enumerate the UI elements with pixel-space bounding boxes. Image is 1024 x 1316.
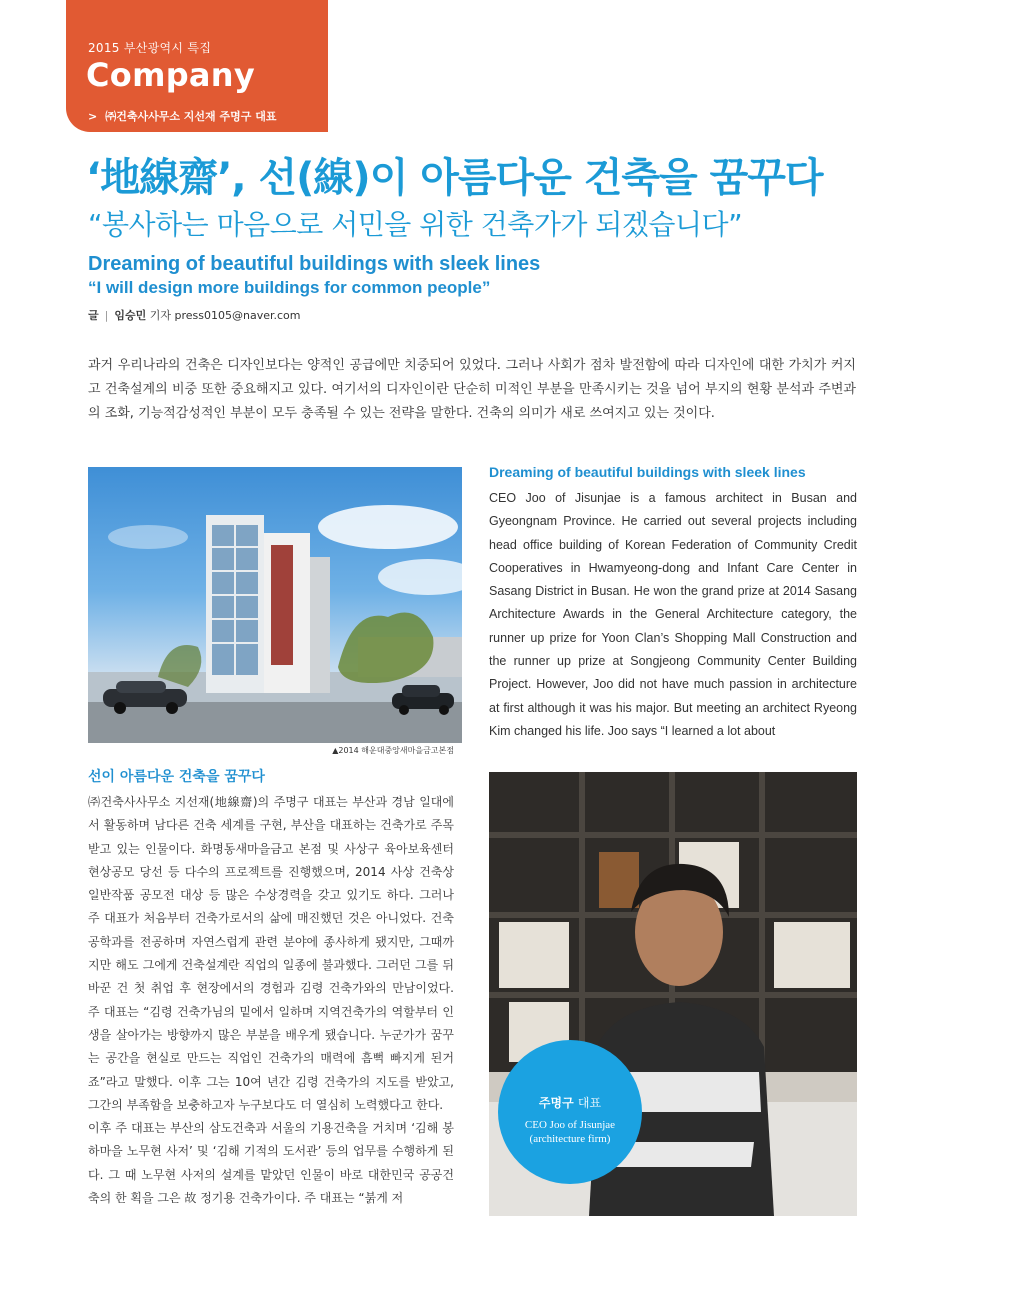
- portrait-caption-en-line2: (architecture firm): [529, 1133, 611, 1145]
- breadcrumb-label: ㈜건축사사무소 지선재 주명구 대표: [105, 110, 277, 123]
- building-photo: [88, 467, 462, 743]
- chevron-right-icon: >: [88, 110, 98, 123]
- portrait-caption-en: [498, 1118, 642, 1146]
- article-subtitle-en: “I will design more buildings for common people”: [88, 278, 491, 297]
- body-text-en: CEO Joo of Jisunjae is a famous architect in Busan and Gyeongnam Province. He carried out several projects including head office building of Korean Federation of Community Credit Cooperatives in Hwamyeong-dong and Infant Care Center in Sasang District in Busan. He won the grand prize at 2014 Sasang Architecture Awards in the General Architecture category, the runner up prize for Yoon Clan’s Shopping Mall Construction and the runner up prize at Songjeong Community Center Building Project. However, Joo did not have much passion in architecture at first although it was his major. But meeting an architect Ryeong Kim changed his life. Joo says “I learned a lot about: [489, 491, 857, 738]
- byline-separator: |: [104, 309, 109, 322]
- body-paragraph-2: 이후 주 대표는 부산의 삼도건축과 서울의 기용건축을 거치며 ‘김해 봉하마을 노무현 사저’ 및 ‘김해 기적의 도서관’ 등의 업무를 수행하게 된다. 그 때 노무현 사저의 설계를 맡았던 인물이 바로 대한민국 공공건축의 한 획을 그은 故 정기용 건축가이다. 주 대표는 “붉게 저: [88, 1121, 454, 1206]
- building-illustration: [88, 467, 462, 743]
- body-paragraph-1: ㈜건축사사무소 지선재(地線齋)의 주명구 대표는 부산과 경남 일대에서 활동하며 남다른 건축 세계를 구현, 부산을 대표하는 건축가로 주목받고 있는 인물이다. 화명동새마을금고 본점 및 사상구 육아보육센터 현상공모 당선 등 다수의 프로젝트를 진행했으며, 2014 사상 건축상 일반작품 공모전 대상 등 많은 수상경력을 갖고 있기도 하다. 그러나 주 대표가 처음부터 건축가로서의 삶에 매진했던 것은 아니었다. 건축공학과를 전공하며 자연스럽게 관련 분야에 종사하게 됐지만, 그때까지만 해도 그에게 건축설계란 직업의 일종에 불과했다. 그러던 그를 뒤바꾼 건 첫 취업 후 현장에서의 경험과 김령 건축가와의 만남이었다. 주 대표는 “김령 건축가님의 밑에서 일하며 지역건축가의 역할부터 인생을 살아가는 방향까지 많은 부분을 배우게 됐습니다. 누군가가 꿈꾸는 공간을 현실로 만드는 직업인 건축가의 매력에 흠뻑 빠지게 된거죠”라고 말했다. 이후 그는 10여 년간 김령 건축가의 지도를 받았고, 그간의 부족함을 보충하고자 누구보다도 더 열심히 노력했다고 한다.: [88, 795, 454, 1112]
- building-photo-caption: ▲2014 해운대중앙새마을금고본점: [332, 746, 454, 755]
- lead-paragraph: 과거 우리나라의 건축은 디자인보다는 양적인 공급에만 치중되어 있었다. 그러나 사회가 점차 발전함에 따라 디자인에 대한 가치가 커지고 건축설계의 비중 또한 중요해지고 있다. 여기서의 디자인이란 단순히 미적인 부분을 만족시키는 것을 넘어 부지의 현황 분석과 주변과의 조화, 기능적감성적인 부분이 모두 충족될 수 있는 전략을 말한다. 건축의 의미가 새로 쓰여지고 있는 것이다.: [88, 358, 856, 421]
- byline-author: 임승민: [114, 309, 147, 322]
- article-subtitle: “봉사하는 마음으로 서민을 위한 건축가가 되겠습니다”: [88, 208, 743, 241]
- section-heading-en: Dreaming of beautiful buildings with sleek lines: [489, 464, 806, 480]
- byline: [88, 307, 301, 323]
- section-heading-ko: 선이 아름다운 건축을 꿈꾸다: [88, 769, 265, 785]
- portrait-caption-en-line1: CEO Joo of Jisunjae: [524, 1119, 616, 1131]
- section-tab: [66, 0, 328, 132]
- byline-label: 글: [88, 309, 99, 322]
- section-title: Company: [86, 56, 256, 94]
- issue-supertitle: 2015 부산광역시 특집: [88, 41, 212, 55]
- breadcrumb: [88, 108, 276, 124]
- byline-email: press0105@naver.com: [174, 309, 301, 322]
- portrait-name-badge: [498, 1040, 642, 1184]
- article-title: ‘地線齋’, 선(線)이 아름다운 건축을 꿈꾸다: [86, 155, 823, 201]
- portrait-name: 주명구 대표: [538, 1096, 602, 1110]
- article-title-en: Dreaming of beautiful buildings with sleek lines: [88, 253, 541, 275]
- body-text-ko: [88, 791, 454, 1210]
- byline-role: 기자: [149, 309, 172, 322]
